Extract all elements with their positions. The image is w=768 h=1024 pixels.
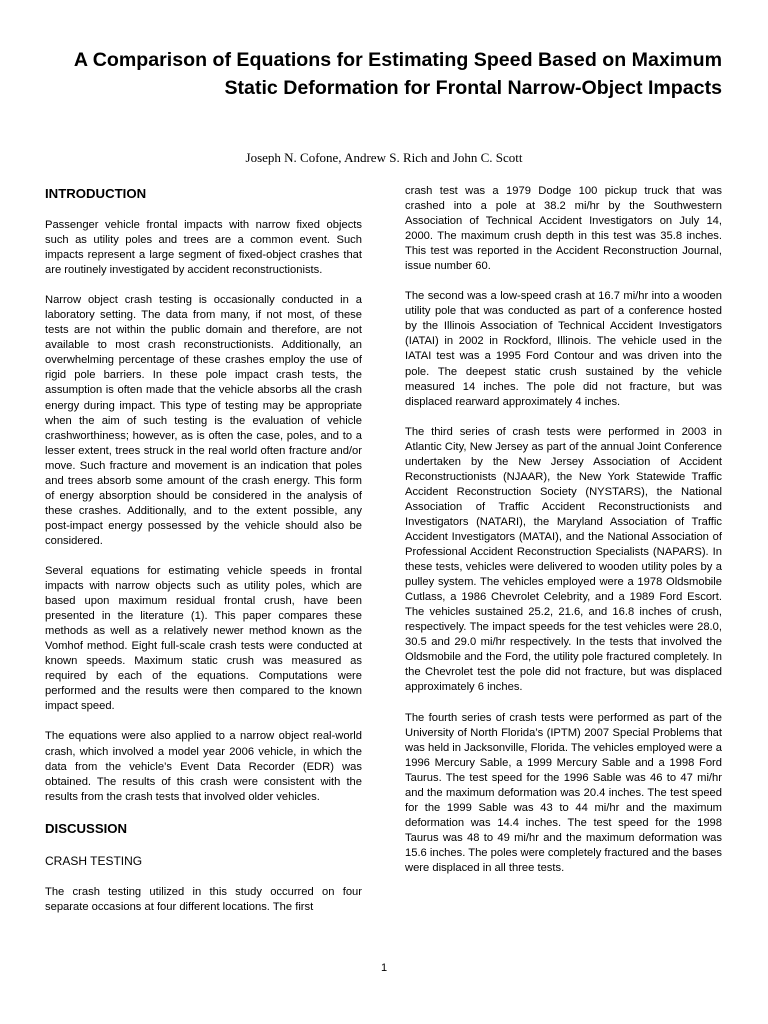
left-column [45, 184, 362, 930]
page-number: 1 [380, 962, 388, 974]
introduction-heading: INTRODUCTION [45, 186, 147, 201]
intro-paragraph-3: Several equations for estimating vehicle speeds in frontal impacts with narrow objects such as utility poles, which are based upon maximum residual frontal crush, have been presented in the literature (1). This paper compares these methods as well as a relatively newer method known as the Vomhof method. Eight full-scale crash tests were conducted at known speeds. Maximum static crush was measured as required by each of the equations. Computations were performed and the results were then compared to the known impact speed. [45, 564, 362, 713]
intro-paragraph-2: Narrow object crash testing is occasionally conducted in a laboratory setting. The data from many, if not most, of these tests are not within the public domain and therefore, are not available to most crash reconstructionists. Additionally, an overwhelming percentage of these crashes employ the use of rigid pole barriers. In these pole impact crash tests, the assumption is often made that the vehicle absorbs all the crash energy during impact. This type of testing may be appropriate when the aim of such testing is the evaluation of vehicle crashworthiness; however, as is often the case, poles, and to a lesser extent, trees struck in the real world often fracture and/or move. Such fracture and movement is an indication that poles and trees absorb some amount of the crash energy. This form of energy absorption should be considered in the analysis of these crashes. Additionally, and to the extent possible, any post-impact energy possessed by the vehicle should also be considered. [45, 294, 362, 547]
author-list: Joseph N. Cofone, Andrew S. Rich and John C. Scott [245, 150, 523, 165]
discussion-heading: DISCUSSION [45, 820, 128, 836]
crash-testing-subheading: CRASH TESTING [45, 853, 143, 868]
intro-paragraph-1: Passenger vehicle frontal impacts with narrow fixed objects such as utility poles and trees are a common event. Such impacts represent a large segment of fixed-object crashes that are routinely investigated by accident reconstructionists. [45, 219, 362, 277]
intro-paragraph-4: The equations were also applied to a narrow object real-world crash, which involved a model year 2006 vehicle, in which the data from the vehicle’s Event Data Recorder (EDR) was obtained. The results of this crash were consistent with the results from the crash tests that involved older vehicles. [45, 730, 362, 803]
paper-title: A Comparison of Equations for Estimating Speed Based on Maximum Static Deformation for Frontal Narrow-Object Impacts [73, 49, 722, 99]
crash-test-paragraph-atlantic-city: The third series of crash tests were performed in 2003 in Atlantic City, New Jersey as part of the annual Joint Conference undertaken by the New Jersey Association of Accident Reconstructionists (NJAAR), the New York Statewide Traffic Accident Reconstruction Society (NYSTARS), the National Association of Traffic Accident Reconstructionists and Investigators (NATARI), the Maryland Association of Traffic Accident Investigators (MATAI), and the National Association of Professional Accident Reconstruction Specialists (NAPARS). In these tests, vehicles were delivered to wooden utility poles by a pulley system. The vehicles employed were a 1978 Oldsmobile Cutlass, a 1986 Chevrolet Celebrity, and a 1989 Ford Escort. The vehicles sustained 25.2, 21.6, and 16.8 inches of crush, respectively. The impact speeds for the test vehicles were 28.0, 30.5 and 29.0 mi/hr respectively. In the tests that involved the Oldsmobile and the Ford, the utility pole fractured completely. In the Chevrolet test the pole did not fracture, but was displaced approximately 6 inches. [405, 425, 722, 694]
right-column [405, 184, 722, 891]
crash-test-paragraph-iptm: The fourth series of crash tests were performed as part of the University of North Florida’s (IPTM) 2007 Special Problems that was held in Jacksonville, Florida. The vehicles employed were a 1996 Mercury Sable, a 1999 Mercury Sable and a 1998 Ford Taurus. The test speed for the 1996 Sable was 46 to 47 mi/hr and the maximum deformation was 20.4 inches. The test speed for the 1999 Sable was 43 to 44 mi/hr and the maximum deformation was 14.4 inches. The test speed for the 1998 Taurus was 48 to 49 mi/hr and the maximum deformation was 15.6 inches. The poles were completely fractured and the bases were displaced in all three tests. [405, 711, 722, 874]
crash-test-paragraph-iatai: The second was a low-speed crash at 16.7 mi/hr into a wooden utility pole that was conducted as part of a conference hosted by the Illinois Association of Technical Accident Investigators (IATAI) in 2002 in Rockford, Illinois. The vehicle used in the IATAI test was a 1995 Ford Contour and was driven into the pole. The deepest static crush sustained by the vehicle measured 14 inches. The pole did not fracture, but was displaced rearward approximately 4 inches. [405, 290, 722, 408]
crash-test-paragraph-dodge: crash test was a 1979 Dodge 100 pickup truck that was crashed into a pole at 38.2 mi/hr by the Southwestern Association of Technical Accident Investigators on July 14, 2000. The maximum crush depth in this test was 35.8 inches. This test was reported in the Accident Reconstruction Journal, issue number 60. [405, 185, 722, 273]
crash-testing-paragraph-1: The crash testing utilized in this study occurred on four separate occasions at four different locations. The first [45, 885, 362, 913]
